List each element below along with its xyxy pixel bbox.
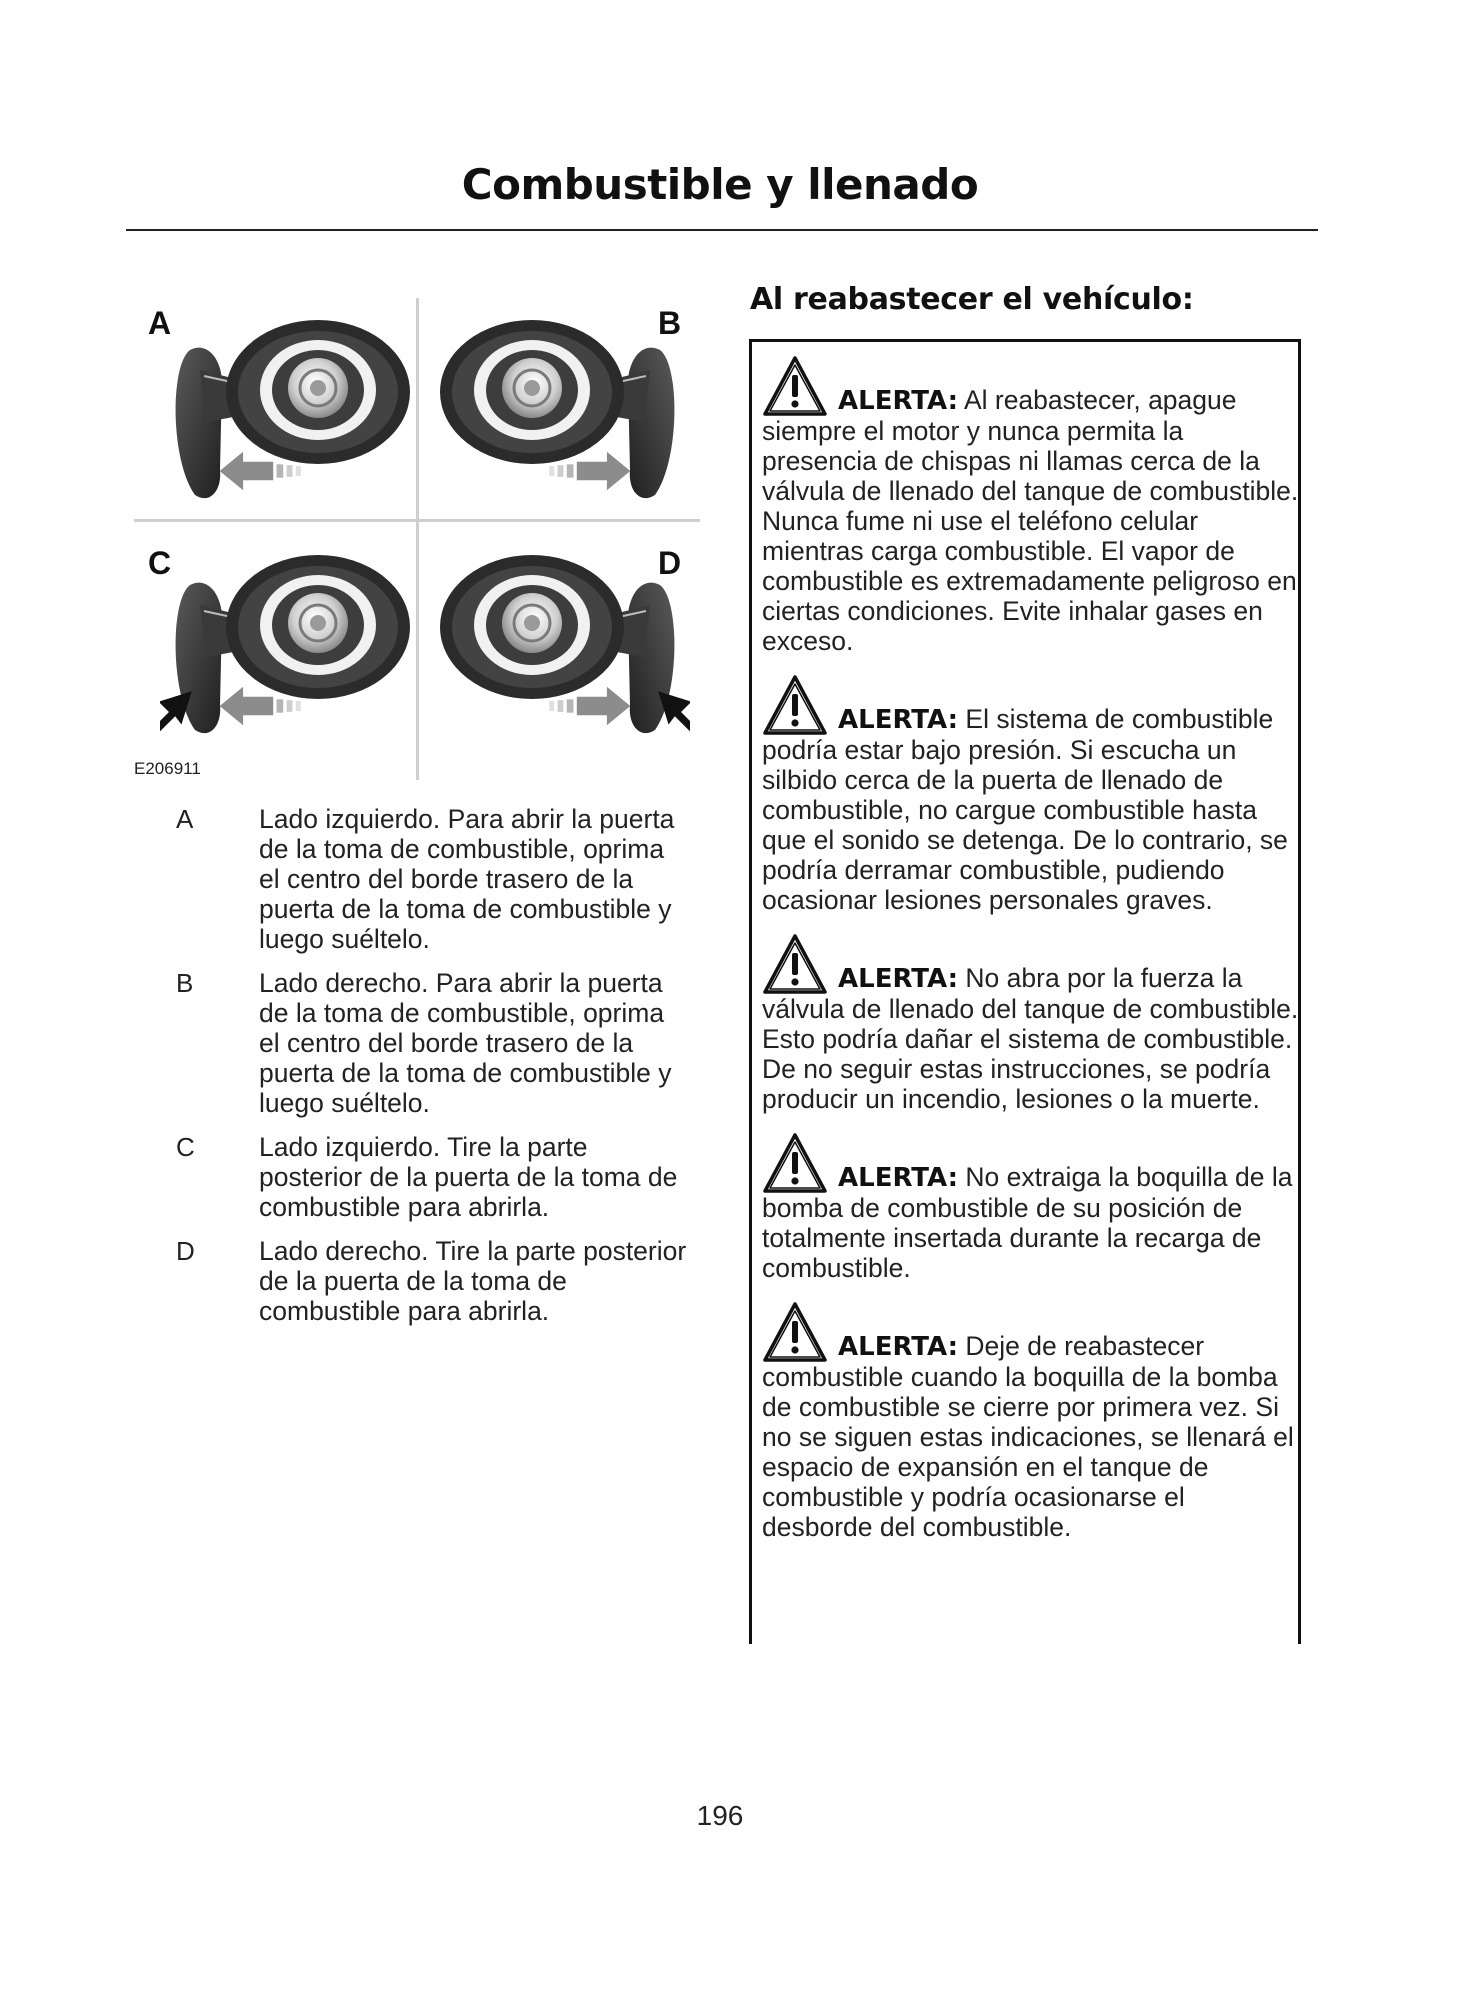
warning-body: Al reabastecer, apague siempre el motor y nunca permita la presencia de chispas ni llamas cerca de la válvula de llenado del tanque de combustible. Nunca fume ni use el teléfono celular mientras carga combustible. El vapor de combustible es extremadamente peligroso en ciertas condiciones. Evite inhalar gases en exceso. bbox=[762, 385, 1299, 656]
warning-triangle-icon bbox=[762, 674, 828, 736]
fuel-door-left-pull-icon bbox=[160, 545, 420, 745]
warning-item bbox=[762, 933, 1302, 1114]
quadrant-label-c: C bbox=[148, 545, 172, 581]
warning-text bbox=[762, 355, 1302, 656]
title-divider bbox=[126, 229, 1318, 231]
warning-list bbox=[762, 355, 1302, 1560]
legend-item bbox=[176, 1132, 716, 1222]
fuel-door-figure bbox=[130, 295, 705, 785]
legend-key: D bbox=[176, 1236, 195, 1266]
warning-body: No abra por la fuerza la válvula de llenado del tanque de combustible. Esto podría dañar el sistema de combustible. De no seguir estas instrucciones, se podría producir un incendio, lesiones o la muerte. bbox=[762, 963, 1299, 1114]
warning-text bbox=[762, 1301, 1302, 1542]
legend-item bbox=[176, 804, 716, 954]
legend-item bbox=[176, 968, 716, 1118]
legend-text: Lado derecho. Tire la parte posterior de la puerta de la toma de combustible para abrirla. bbox=[259, 1236, 687, 1326]
fuel-door-right-pull-icon bbox=[430, 545, 690, 745]
quadrant-label-a: A bbox=[148, 305, 172, 341]
warning-label: ALERTA: bbox=[838, 386, 959, 416]
warning-label: ALERTA: bbox=[838, 705, 959, 735]
legend-text: Lado izquierdo. Para abrir la puerta de la toma de combustible, oprima el centro del borde trasero de la puerta de la toma de combustible y luego suéltelo. bbox=[259, 804, 675, 954]
warning-item bbox=[762, 1132, 1302, 1283]
figure-horizontal-divider bbox=[134, 519, 700, 522]
page-number: 196 bbox=[696, 1800, 744, 1831]
warning-text bbox=[762, 1132, 1302, 1283]
warning-triangle-icon bbox=[762, 355, 828, 417]
page-title: Combustible y llenado bbox=[461, 160, 979, 209]
warning-triangle-icon bbox=[762, 1132, 828, 1194]
warning-text bbox=[762, 933, 1302, 1114]
warning-item bbox=[762, 674, 1302, 915]
warning-item bbox=[762, 1301, 1302, 1542]
warning-body: Deje de reabastecer combustible cuando la boquilla de la bomba de combustible se cierre por primera vez. Si no se siguen estas indicaciones, se llenará el espacio de expansión en el tanque de combustible y podría ocasionarse el desborde del combustible. bbox=[762, 1331, 1294, 1542]
figure-legend bbox=[176, 804, 716, 1340]
legend-key: A bbox=[176, 804, 194, 834]
fuel-door-right-release-icon bbox=[430, 310, 690, 510]
warning-label: ALERTA: bbox=[838, 964, 959, 994]
warning-label: ALERTA: bbox=[838, 1163, 959, 1193]
warning-body: El sistema de combustible podría estar bajo presión. Si escucha un silbido cerca de la puerta de llenado de combustible, no cargue combustible hasta que el sonido se detenga. De lo contrario, se podría derramar combustible, pudiendo ocasionar lesiones personales graves. bbox=[762, 704, 1288, 915]
legend-item bbox=[176, 1236, 716, 1326]
warning-body: No extraiga la boquilla de la bomba de combustible de su posición de totalmente insertada durante la recarga de combustible. bbox=[762, 1162, 1293, 1283]
legend-key: C bbox=[176, 1132, 195, 1162]
warning-triangle-icon bbox=[762, 933, 828, 995]
legend-text: Lado izquierdo. Tire la parte posterior de la puerta de la toma de combustible para abrirla. bbox=[259, 1132, 678, 1222]
warning-text bbox=[762, 674, 1302, 915]
warning-label: ALERTA: bbox=[838, 1332, 959, 1362]
warning-item bbox=[762, 355, 1302, 656]
warning-triangle-icon bbox=[762, 1301, 828, 1363]
legend-text: Lado derecho. Para abrir la puerta de la toma de combustible, oprima el centro del borde trasero de la puerta de la toma de combustible y luego suéltelo. bbox=[259, 968, 672, 1118]
legend-key: B bbox=[176, 968, 194, 998]
fuel-door-left-release-icon bbox=[160, 310, 420, 510]
quadrant-label-d: D bbox=[658, 545, 682, 581]
figure-code: E206911 bbox=[134, 759, 201, 778]
quadrant-label-b: B bbox=[658, 305, 682, 341]
section-heading: Al reabastecer el vehículo: bbox=[750, 282, 1194, 317]
